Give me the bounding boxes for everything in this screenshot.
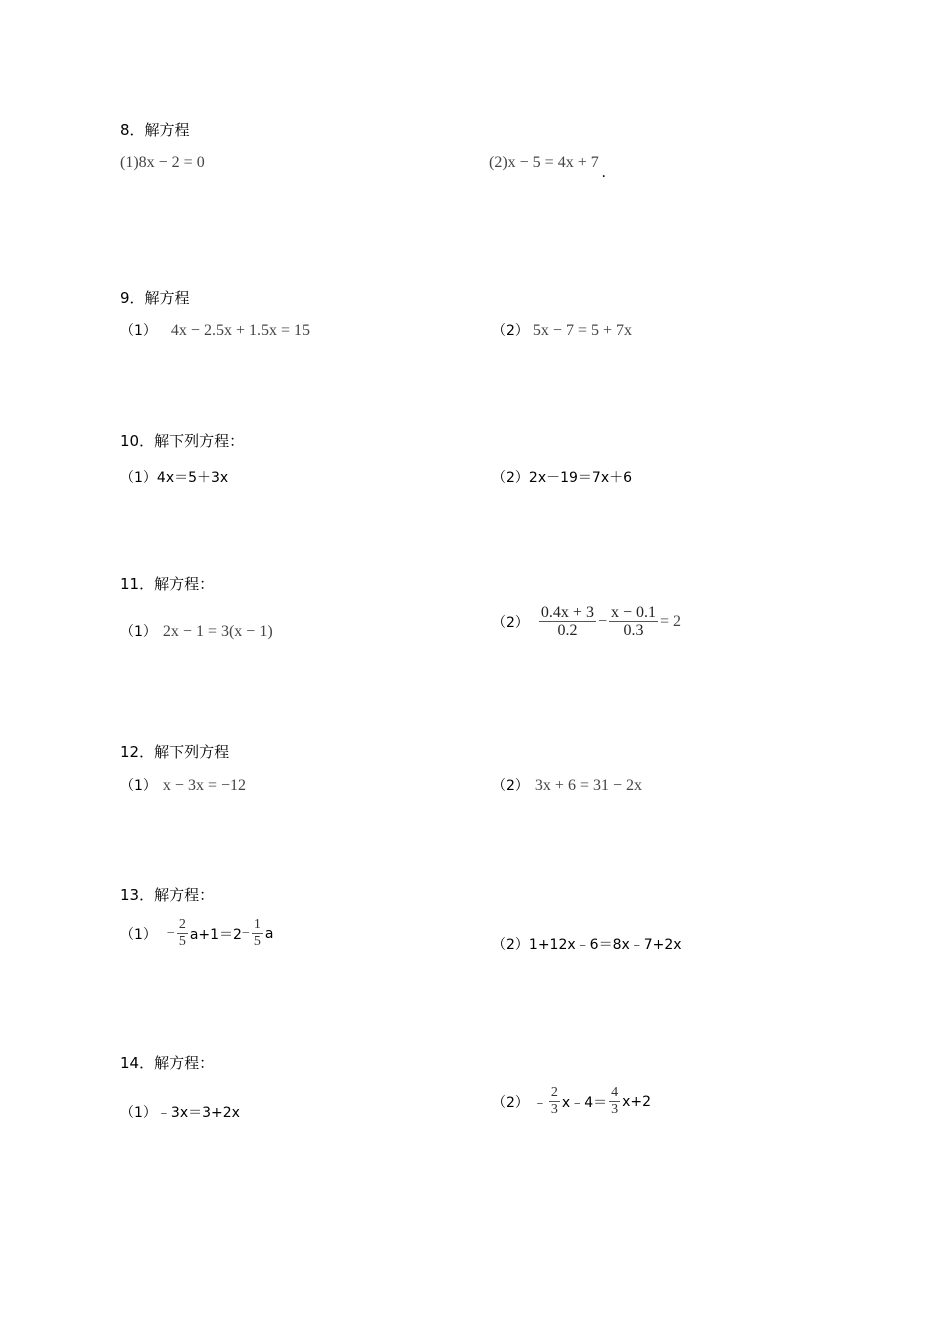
part-label: （2）	[492, 614, 529, 631]
problem-12-heading	[120, 741, 229, 762]
fraction-2	[609, 604, 658, 639]
equation: 5x − 7 = 5 + 7x	[532, 322, 632, 339]
part-label: （2）	[492, 470, 529, 486]
problem-8-heading	[120, 119, 190, 140]
fraction-2-denominator: 5	[253, 934, 261, 949]
fraction-2	[609, 1085, 620, 1118]
problem-14-heading	[120, 1052, 214, 1073]
equation: 8x − 2 = 0	[138, 154, 205, 171]
fraction-1-denominator: 0.2	[557, 622, 578, 639]
problem-number: 9．	[120, 289, 145, 307]
part-label: (1)	[120, 154, 139, 171]
problem-number: 10．	[120, 432, 155, 450]
equation: x − 3x = −12	[162, 777, 246, 794]
problem-13-part-1	[120, 917, 273, 950]
equation-rhs: = 2	[660, 612, 682, 630]
fraction-1-numerator: 0.4x + 3	[540, 604, 594, 621]
part-label: （1）	[120, 778, 157, 794]
problem-title: 解方程	[144, 289, 190, 307]
negative-sign: ﹣	[532, 1094, 547, 1111]
equation: 3x + 6 = 31 − 2x	[534, 777, 642, 794]
fraction-2-numerator: x − 0.1	[610, 604, 657, 621]
fraction-1-numerator: 2	[178, 917, 186, 932]
problem-14-part-2	[492, 1085, 651, 1118]
equation-period: .	[601, 164, 606, 181]
part-label: （1）	[120, 624, 157, 640]
problem-title: 解方程：	[154, 1054, 215, 1072]
fraction-1-numerator: 2	[550, 1085, 558, 1100]
equation: 4x＝5＋3x	[156, 470, 229, 486]
problem-9-part-1	[120, 320, 310, 340]
problem-number: 11．	[120, 575, 155, 593]
problem-12-part-2	[492, 775, 642, 795]
negative-sign: −	[166, 925, 175, 941]
part-label: (2)	[489, 154, 508, 171]
fraction-2-denominator: 0.3	[623, 622, 644, 639]
equation-middle: a+1＝2	[189, 926, 242, 943]
problem-number: 14．	[120, 1054, 155, 1072]
part-label: （1）	[120, 1105, 157, 1121]
fraction-2	[252, 917, 263, 950]
fraction-2-denominator: 3	[611, 1102, 619, 1117]
fraction-1-denominator: 5	[178, 934, 186, 949]
part-label: （1）	[120, 323, 157, 339]
equation: 2x − 1 = 3(x − 1)	[162, 623, 273, 640]
problem-title: 解下列方程	[154, 743, 230, 761]
problem-10-part-2	[492, 467, 632, 487]
problem-9-heading	[120, 287, 190, 308]
problem-13-part-2	[492, 934, 682, 954]
equation: ﹣3x＝3+2x	[156, 1105, 240, 1121]
part-label: （2）	[492, 778, 529, 794]
problem-title: 解方程	[144, 121, 190, 139]
problem-title: 解方程：	[154, 886, 215, 904]
equation-tail: x+2	[622, 1093, 652, 1110]
problem-number: 8．	[120, 121, 145, 139]
equation: x − 5 = 4x + 7	[507, 154, 599, 171]
problem-14-part-1	[120, 1102, 240, 1122]
equation: 2x－19＝7x＋6	[528, 470, 633, 486]
fraction-1	[177, 917, 188, 950]
fraction-2-numerator: 4	[611, 1085, 619, 1100]
problem-11-heading	[120, 573, 214, 594]
problem-9-part-2	[492, 320, 632, 340]
part-label: （2）	[492, 323, 529, 339]
problem-title: 解下列方程：	[154, 432, 245, 450]
fraction-1-denominator: 3	[550, 1102, 558, 1117]
part-label: （2）	[492, 937, 529, 953]
problem-8-part-2	[489, 154, 606, 181]
part-label: （1）	[120, 470, 157, 486]
problem-number: 13．	[120, 886, 155, 904]
problem-number: 12．	[120, 743, 155, 761]
part-label: （1）	[120, 926, 157, 943]
fraction-1	[549, 1085, 560, 1118]
equation: 1+12x﹣6＝8x﹣7+2x	[528, 937, 682, 953]
problem-10-part-1	[120, 467, 228, 487]
part-label: （2）	[492, 1094, 529, 1111]
problem-11-part-1	[120, 621, 273, 641]
problem-8-part-1	[120, 154, 205, 172]
problem-13-heading	[120, 884, 214, 905]
problem-title: 解方程：	[154, 575, 215, 593]
minus-sign: −	[597, 612, 607, 630]
problem-11-part-2	[492, 604, 681, 639]
equation: 4x − 2.5x + 1.5x = 15	[170, 322, 310, 339]
problem-12-part-1	[120, 775, 246, 795]
problem-10-heading	[120, 430, 244, 451]
fraction-1	[539, 604, 596, 639]
equation-tail: a	[264, 925, 274, 942]
equation-middle: x﹣4＝	[561, 1094, 608, 1111]
fraction-2-numerator: 1	[253, 917, 261, 932]
minus-sign: −	[241, 925, 250, 941]
